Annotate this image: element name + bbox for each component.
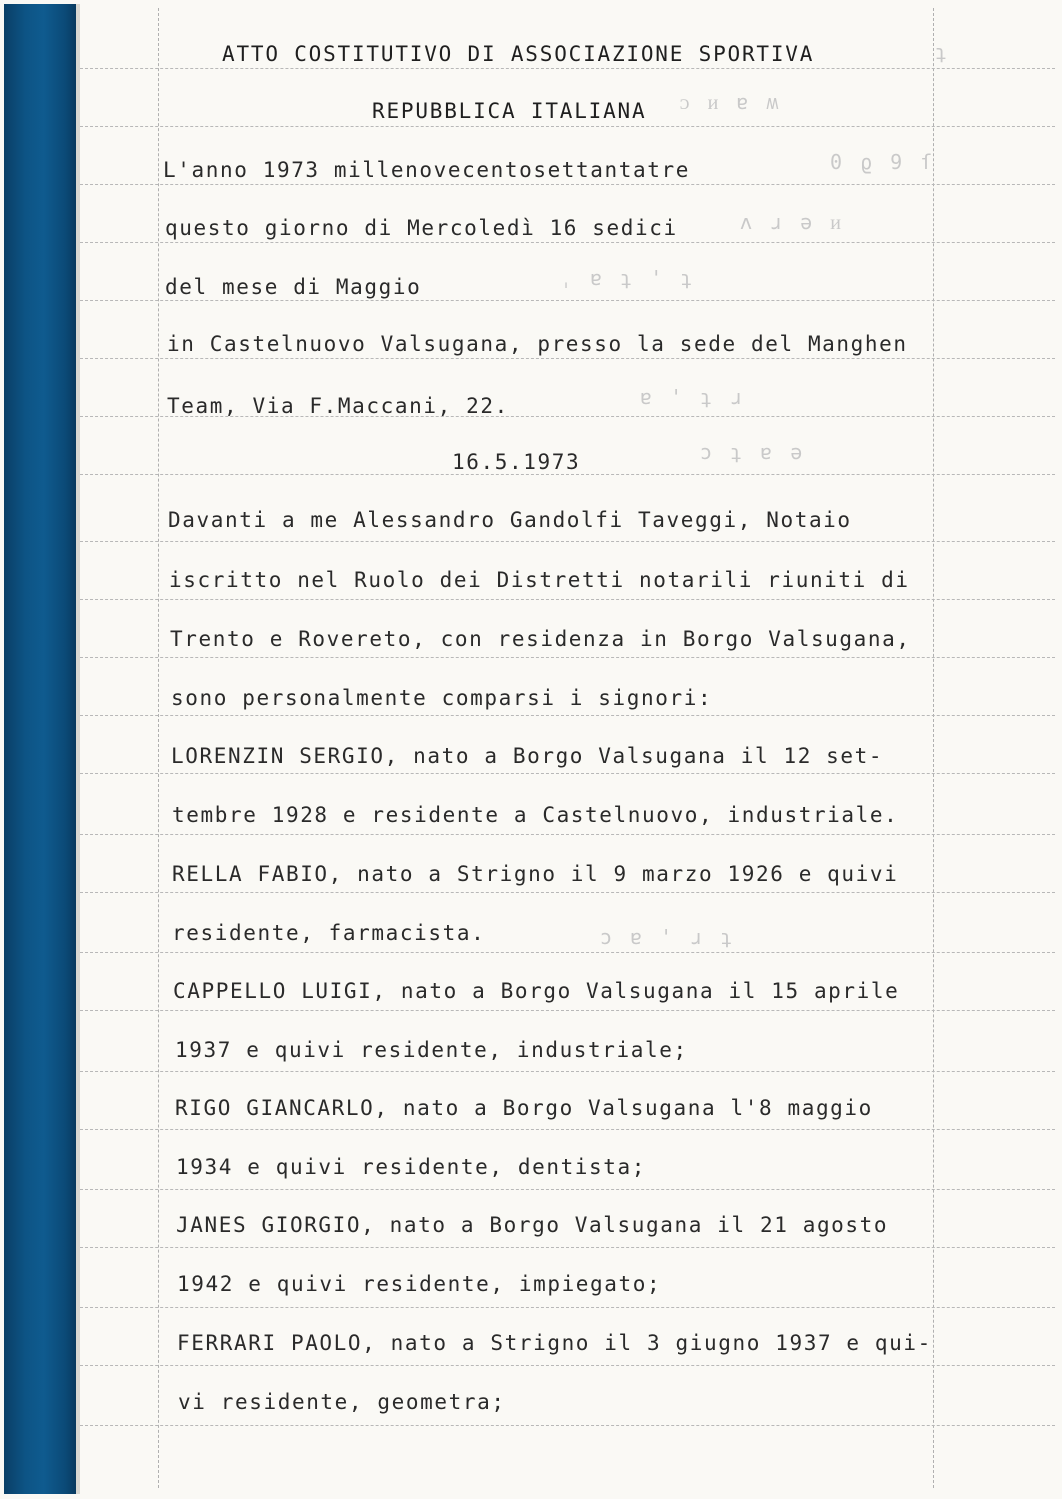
ruled-line: [80, 242, 1055, 243]
ruled-line: [80, 1307, 1055, 1308]
ruled-line: [80, 834, 1055, 835]
text-line: in Castelnuovo Valsugana, presso la sede del Manghen: [167, 332, 908, 356]
ruled-line: [80, 773, 1055, 774]
text-line: del mese di Maggio: [165, 275, 422, 299]
ruled-line: [80, 1365, 1055, 1366]
text-line: Team, Via F.Maccani, 22.: [167, 394, 509, 418]
show-through-mark: ʇ: [935, 40, 951, 64]
document-title: ATTO COSTITUTIVO DI ASSOCIAZIONE SPORTIVA: [222, 42, 815, 66]
ruled-line: [80, 892, 1055, 893]
text-line: LORENZIN SERGIO, nato a Borgo Valsugana il 12 set-: [171, 744, 884, 768]
right-margin-line: [933, 8, 934, 1488]
show-through-mark: 0 ϱ 9 ſ: [830, 150, 936, 174]
text-line: sono personalmente comparsi i signori:: [171, 686, 713, 710]
ruled-line: [80, 1071, 1055, 1072]
text-line: vi residente, geometra;: [178, 1390, 506, 1414]
ruled-line: [80, 1129, 1055, 1130]
text-line: 1937 e quivi residente, industriale;: [175, 1038, 688, 1062]
text-line: CAPPELLO LUIGI, nato a Borgo Valsugana il 15 aprile: [173, 979, 900, 1003]
text-line: L'anno 1973 millenovecentosettantatre: [163, 158, 690, 182]
ruled-line: [80, 1247, 1055, 1248]
show-through-mark: ɔ ʇ ɐ ǝ: [700, 440, 806, 464]
ruled-line: [80, 952, 1055, 953]
text-line: RELLA FABIO, nato a Strigno il 9 marzo 1926 e quivi: [172, 862, 899, 886]
show-through-mark: ᴐ ᴎ ɐ ʍ: [680, 90, 782, 114]
date-line: 16.5.1973: [452, 450, 581, 474]
text-line: 1942 e quivi residente, impiegato;: [177, 1272, 662, 1296]
ruled-line: [80, 358, 1055, 359]
ruled-line: [80, 1425, 1055, 1426]
show-through-mark: ɔ ɐ ' ɹ ʇ: [600, 925, 736, 949]
text-line: 1934 e quivi residente, dentista;: [176, 1155, 647, 1179]
ruled-line: [80, 715, 1055, 716]
text-line: Trento e Rovereto, con residenza in Borgo Valsugana,: [170, 627, 911, 651]
text-line: RIGO GIANCARLO, nato a Borgo Valsugana l'8 maggio: [175, 1096, 873, 1120]
ruled-line: [80, 1189, 1055, 1190]
binding-strip: [4, 4, 76, 1494]
text-line: tembre 1928 e residente a Castelnuovo, industriale.: [172, 803, 899, 827]
ruled-line: [80, 184, 1055, 185]
ruled-line: [80, 657, 1055, 658]
ruled-line: [80, 599, 1055, 600]
ruled-line: [80, 68, 1055, 69]
text-line: Davanti a me Alessandro Gandolfi Taveggi, Notaio: [168, 508, 852, 532]
left-margin-line: [158, 8, 159, 1488]
ruled-line: [80, 126, 1055, 127]
show-through-mark: ˌ ɐ ʇ ' ʇ: [560, 266, 696, 290]
ruled-line: [80, 541, 1055, 542]
ruled-line: [80, 300, 1055, 301]
show-through-mark: ʌ ɹ ǝ ᴎ: [740, 210, 844, 234]
binding-edge: [76, 4, 80, 1494]
ruled-line: [80, 1010, 1055, 1011]
text-line: questo giorno di Mercoledì 16 sedici: [165, 216, 678, 240]
ruled-line: [80, 474, 1055, 475]
text-line: FERRARI PAOLO, nato a Strigno il 3 giugno 1937 e qui-: [177, 1331, 932, 1355]
show-through-mark: ɐ ' ʇ ɹ: [640, 385, 746, 409]
text-line: JANES GIORGIO, nato a Borgo Valsugana il 21 agosto: [176, 1213, 889, 1237]
text-line: iscritto nel Ruolo dei Distretti notarili riuniti di: [169, 568, 910, 592]
document-subtitle: REPUBBLICA ITALIANA: [372, 99, 647, 123]
text-line: residente, farmacista.: [172, 921, 486, 945]
